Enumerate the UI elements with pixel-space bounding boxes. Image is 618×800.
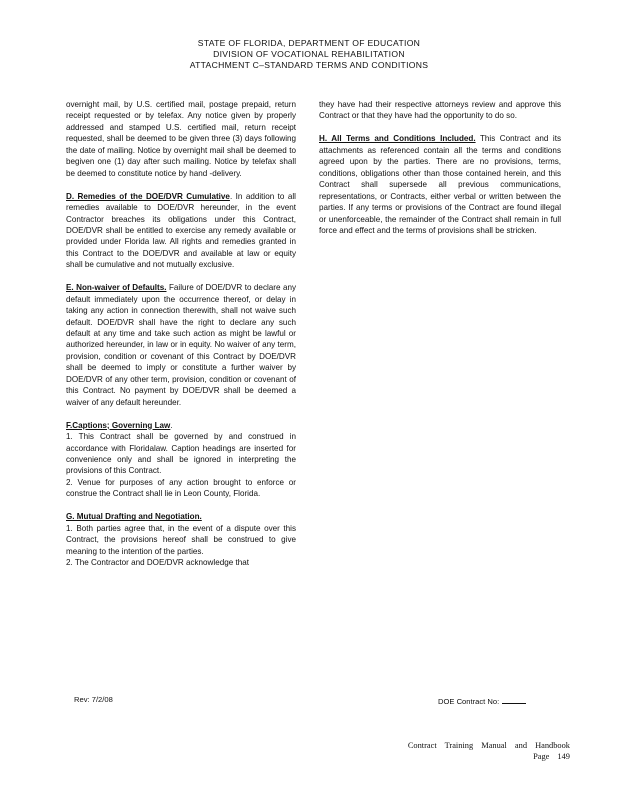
section-g <box>66 511 296 568</box>
contract-number-field <box>438 695 526 706</box>
section-h-heading: H. All Terms and Conditions Included. <box>319 134 476 144</box>
left-column <box>66 99 296 580</box>
contract-number-label: DOE Contract No: <box>438 697 500 706</box>
section-f-item-2: 2. Venue for purposes of any action brought to enforce or construe the Contract shall lie in Leon County, Florida. <box>66 477 296 499</box>
section-g-item-1: 1. Both parties agree that, in the event of a dispute over this Contract, the provisions hereof shall be construed to give meaning to the intention of the parties. <box>66 523 296 556</box>
page-footer <box>408 740 570 762</box>
header-line-2: DIVISION OF VOCATIONAL REHABILITATION <box>213 49 405 60</box>
section-g-heading: G. Mutual Drafting and Negotiation. <box>66 512 202 522</box>
contract-number-blank <box>502 695 526 704</box>
section-e-heading: E. Non-waiver of Defaults. <box>66 283 167 293</box>
manual-title: Contract Training Manual and Handbook <box>407 741 570 750</box>
section-e <box>66 282 296 408</box>
section-f-item-1: 1. This Contract shall be governed by and construed in accordance with Floridalaw. Caption headings are inserted for convenience only and shall be ignored in interpreting the provisions of this Contract. <box>66 432 296 476</box>
header-line-1: STATE OF FLORIDA, DEPARTMENT OF EDUCATION <box>197 38 421 48</box>
page-number: Page 149 <box>533 752 570 761</box>
notice-continuation: overnight mail, by U.S. certified mail, postage prepaid, return receipt requested or by telefax. Any notice given by properly addressed and stamped U.S. certified mail, return receipt requested, shall be deemed to be given three (3) days following the date of mailing. Notice by overnight mail shall be deemed to begiven one (1) day after such mailing. Notice by telefax shall be deemed to constitute notice by hand -delivery. <box>66 100 296 178</box>
header-line-3: ATTACHMENT C–STANDARD TERMS AND CONDITIONS <box>189 60 429 71</box>
section-g-continuation: they have had their respective attorneys review and approve this Contract or that they have had the opportunity to do so. <box>319 100 561 121</box>
document-header <box>0 38 618 72</box>
right-column <box>319 99 561 248</box>
section-h-text: This Contract and its attachments as referenced contain all the terms and conditions agreed upon by the parties. There are no provisions, terms, conditions, obligations other than those contained herein, and this Contract shall supersede all previous communications, representations, or Contracts, either verbal or written between the parties. If any terms or provisions of the Contract are found illegal or unenforceable, the remainder of the Contract shall remain in full force and effect and the terms of provisions shall be stricken. <box>319 134 561 235</box>
section-f-heading-tail: . <box>170 420 173 430</box>
section-d-heading: D. Remedies of the DOE/DVR Cumulative <box>66 191 230 201</box>
section-f <box>66 420 296 500</box>
revision-date: Rev: 7/2/08 <box>74 695 113 704</box>
section-f-heading: F.Captions; Governing Law <box>66 420 171 430</box>
section-e-text: Failure of DOE/DVR to declare any default immediately upon the occurrence thereof, or delay in taking any action in connection therewith, shall not waive such default. DOE/DVR shall have the right to declare any such default at any time and take such action as might be lawful or authorized hereunder, in law or in equity. No waiver of any term, provision, condition or covenant of this Contract by DOE/DVR shall be deemed to imply or constitute a further waiver by DOE/DVR of any other term, provision, condition or covenant of this Contract. No payment by DOE/DVR shall be deemed a waiver of any default hereunder. <box>66 283 296 407</box>
section-g-item-2: 2. The Contractor and DOE/DVR acknowledge that <box>66 558 249 568</box>
section-h <box>319 133 561 236</box>
section-d-text: . In addition to all remedies available to DOE/DVR hereunder, in the event Contractor breaches its obligations under this Contract, DOE/DVR shall be entitled to exercise any remedy available or provided under Florida law. All rights and remedies granted in this Contract to the DOE/DVR and available at law or equity shall be cumulative and not mutually exclusive. <box>66 191 296 270</box>
section-d <box>66 191 296 271</box>
